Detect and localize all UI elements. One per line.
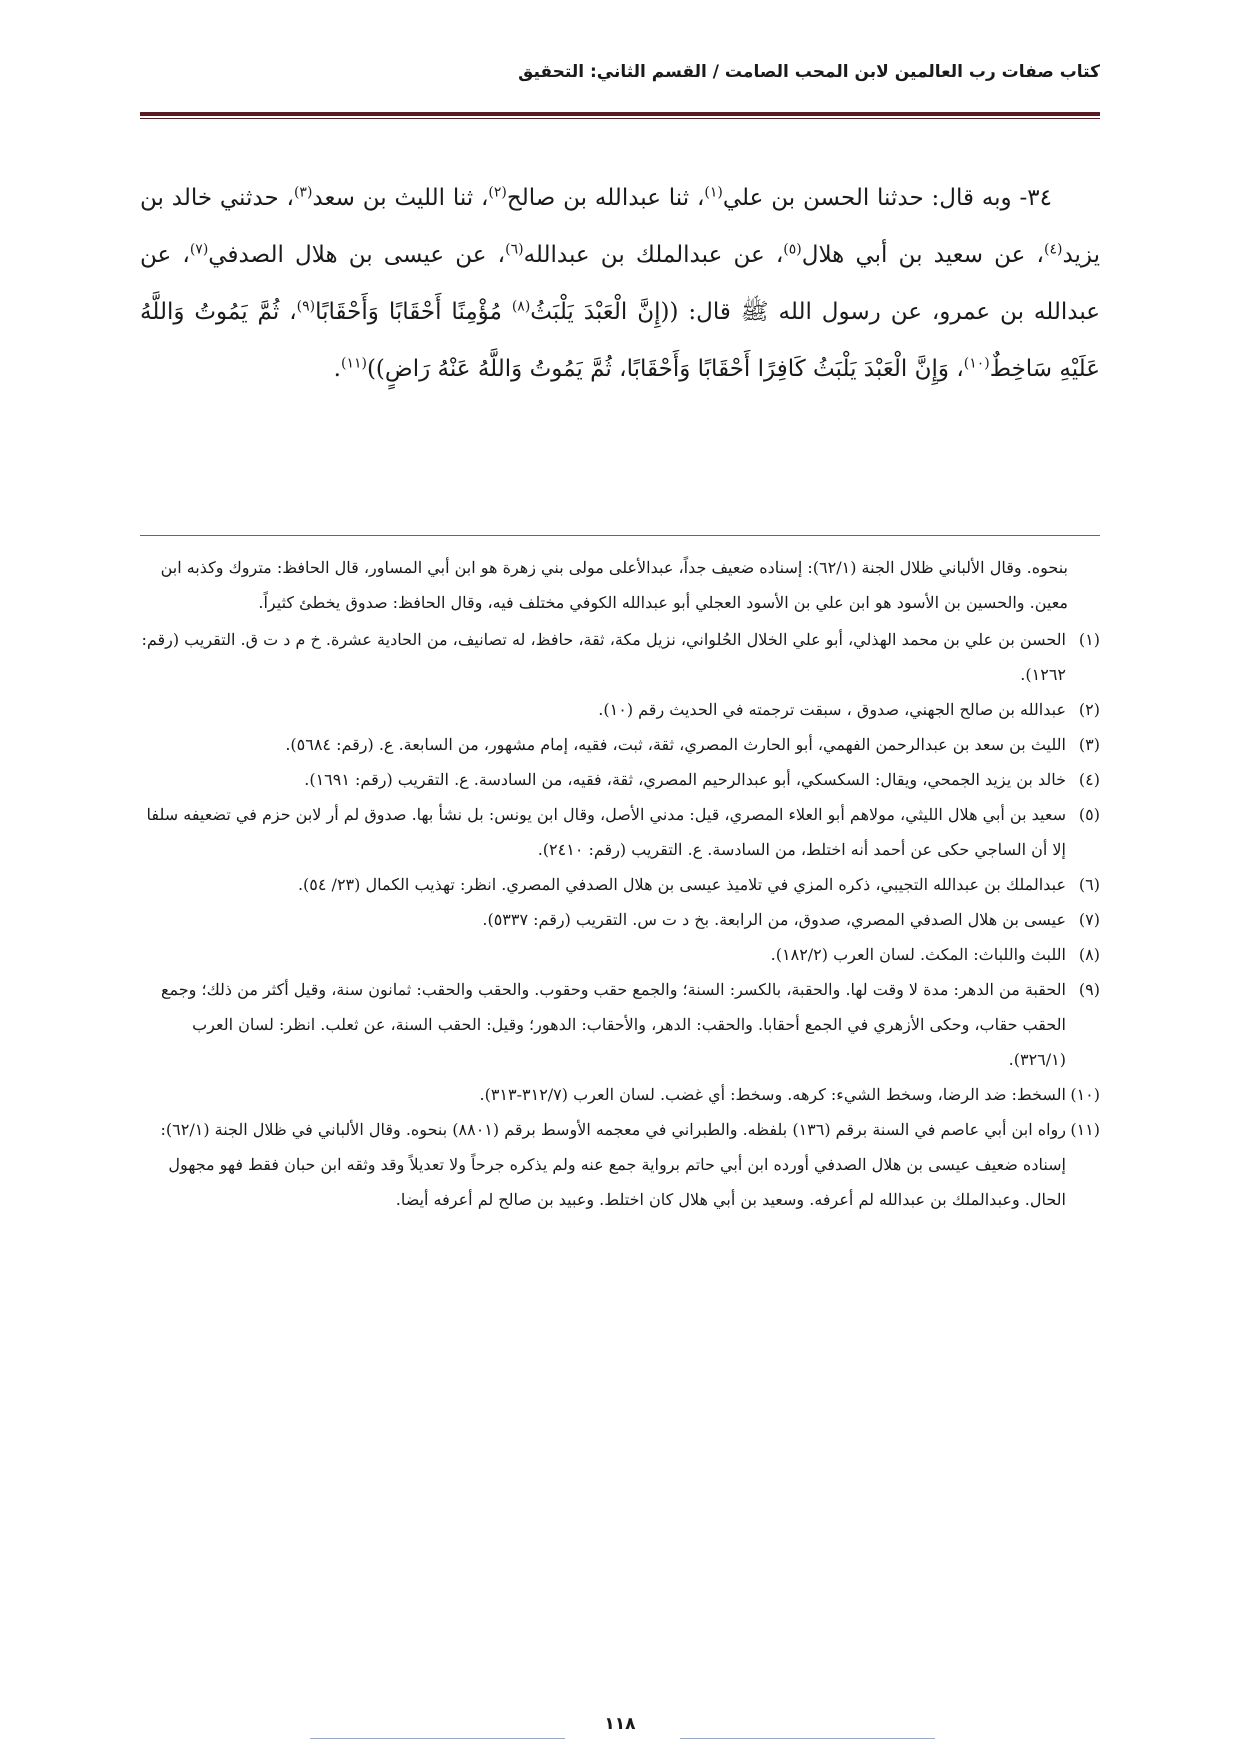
footnote-ref: (٩) [296,298,316,315]
footnote-item [140,867,1100,902]
footnote-text: رواه ابن أبي عاصم في السنة برقم (١٣٦) بلفظه. والطبراني في معجمه الأوسط برقم (٨٨٠١) بنحوه. وقال الألباني في ظلال الجنة (٦٢/١): إسناده ضعيف عيسى بن هلال الصدفي أورده ابن أبي حاتم برواية جمع عنه ولم يذكره جرحاً ولا تعديلاً وقد وثقه ابن حبان فقط فهو مجهول الحال. وعبدالملك بن عبدالله لم أعرفه. وسعيد بن أبي هلال كان اختلط. وعبيد بن صالح لم أعرفه أيضا. [160,1120,1066,1209]
footnote-ref: (٢) [488,184,507,201]
footnote-ref: (٧) [189,241,209,258]
footnote-number: (٦) [1078,875,1100,894]
footnote-ref: (٣) [293,184,313,201]
footnote-ref: (١) [704,184,723,201]
footnote-number: (٧) [1078,910,1100,929]
footnote-ref: (٦) [505,241,524,258]
footnote-number: (٣) [1078,735,1100,754]
footnote-text: عبدالله بن صالح الجهني، صدوق ، سبقت ترجمته في الحديث رقم (١٠). [598,700,1066,719]
page-header-title: كتاب صفات رب العالمين لابن المحب الصامت / القسم الثاني: التحقيق [518,62,1100,82]
footnote-item [140,1112,1100,1217]
footnote-item [140,727,1100,762]
footnote-ref: (١١) [340,355,367,372]
hadith-part: ، ثنا الليث بن سعد [312,185,489,211]
footnote-number: (٩) [1078,980,1100,999]
footnote-number: (٢) [1078,700,1100,719]
footnote-number: (١٠) [1070,1085,1100,1104]
footnote-text: سعيد بن أبي هلال الليثي، مولاهم أبو العلاء المصري، قيل: مدني الأصل، وقال ابن يونس: بل نشأ بها. صدوق لم أر لابن حزم في تضعيفه سلفا إلا أن الساجي حكى عن أحمد أنه اختلط، من السادسة. ع. التقريب (رقم: ٢٤١٠). [146,805,1066,859]
footnote-item [140,937,1100,972]
hadith-part: ، وَإِنَّ الْعَبْدَ يَلْبَثُ كَافِرًا أَحْقَابًا وَأَحْقَابًا، ثُمَّ يَمُوتُ وَاللَّهُ عَنْهُ رَاضٍ)) [366,356,964,382]
hadith-part: مُؤْمِنًا أَحْقَابًا وَأَحْقَابًا [315,299,512,325]
hadith-part: ، حدثني خالد بن يزيد [140,185,1101,268]
footnote-text: عبدالملك بن عبدالله التجيبي، ذكره المزي في تلاميذ عيسى بن هلال الصدفي المصري. انظر: تهذيب الكمال (٢٣/ ٥٤). [297,875,1066,894]
footnote-text: الليث بن سعد بن عبدالرحمن الفهمي، أبو الحارث المصري، ثقة، ثبت، فقيه، إمام مشهور، من السابعة. ع. (رقم: ٥٦٨٤). [285,735,1066,754]
hadith-part: . [333,356,341,382]
page-number: ١١٨ [604,1714,636,1734]
footnote-ref: (٨) [511,298,531,315]
footnote-item [140,797,1100,867]
footnote-text: السخط: ضد الرضا، وسخط الشيء: كرهه. وسخط: أي غضب. لسان العرب (٣١٢/٧-٣١٣). [479,1085,1066,1104]
footnote-text: خالد بن يزيد الجمحي، ويقال: السكسكي، أبو عبدالرحيم المصري، ثقة، فقيه، من السادسة. ع. التقريب (رقم: ١٦٩١). [304,770,1066,789]
hadith-part: ٣٤- وبه قال: حدثنا الحسن بن علي [722,185,1052,211]
hadith-part: ، عن عبدالملك بن عبدالله [523,242,784,268]
footnote-number: (٥) [1078,805,1100,824]
footnotes [140,550,1100,1217]
footnote-item [140,1077,1100,1112]
hadith-part: ، عن سعيد بن أبي هلال [801,242,1044,268]
footnote-item [140,622,1100,692]
footnote-item [140,972,1100,1077]
footer-rule-left [310,1738,565,1739]
footnote-item [140,902,1100,937]
hadith-part: ، ثُمَّ يَمُوتُ وَاللَّهُ عَلَيْهِ سَاخِطٌ [140,299,1100,382]
footer-rule-right [680,1738,935,1739]
hadith-part: ، ثنا عبدالله بن صالح [506,185,705,211]
hadith-text [140,170,1100,398]
footnote-number: (٤) [1078,770,1100,789]
footnote-text: الحقبة من الدهر: مدة لا وقت لها. والحقبة، بالكسر: السنة؛ والجمع حقب وحقوب. والحقب والحقب: ثمانون سنة، وقيل أكثر من ذلك؛ وجمع الحقب حقاب، وحكى الأزهري في الجمع أحقابا. والحقب: الدهر، والأحقاب: الدهور؛ وقيل: الحقب السنة، عن ثعلب. انظر: لسان العرب (٣٢٦/١). [161,980,1066,1069]
footnote-number: (٨) [1078,945,1100,964]
header-rule-thick [140,112,1100,116]
footnote-separator [140,535,1100,536]
header-rule-thin [140,118,1100,119]
footnote-ref: (٤) [1043,241,1063,258]
footnote-text: اللبث واللباث: المكث. لسان العرب (١٨٢/٢). [770,945,1066,964]
footnote-item [140,762,1100,797]
hadith-part: ، عن عبدالله بن عمرو، عن رسول الله ﷺ قال: ((إِنَّ الْعَبْدَ يَلْبَثُ [140,242,1100,325]
footnote-number: (١) [1078,630,1100,649]
footnote-item [140,692,1100,727]
footnote-ref: (١٠) [963,355,990,372]
footnote-number: (١١) [1070,1120,1100,1139]
hadith-part: ، عن عيسى بن هلال الصدفي [208,242,506,268]
footnote-text: عيسى بن هلال الصدفي المصري، صدوق، من الرابعة. بخ د ت س. التقريب (رقم: ٥٣٣٧). [482,910,1066,929]
footnote-ref: (٥) [783,241,802,258]
footnote-text: الحسن بن علي بن محمد الهذلي، أبو علي الخلال الحُلواني، نزيل مكة، ثقة، حافظ، له تصانيف، من الحادية عشرة. خ م د ت ق. التقريب (رقم: ١٢٦٢). [141,630,1066,684]
footnote-continuation: بنحوه. وقال الألباني ظلال الجنة (٦٢/١): إسناده ضعيف جداً، عبدالأعلى مولى بني زهرة هو ابن أبي المساور، قال الحافظ: متروك وكذبه ابن معين. والحسين بن الأسود هو ابن علي بن الأسود العجلي أبو عبدالله الكوفي مختلف فيه، وقال الحافظ: صدوق يخطئ كثيراً. [160,558,1068,612]
